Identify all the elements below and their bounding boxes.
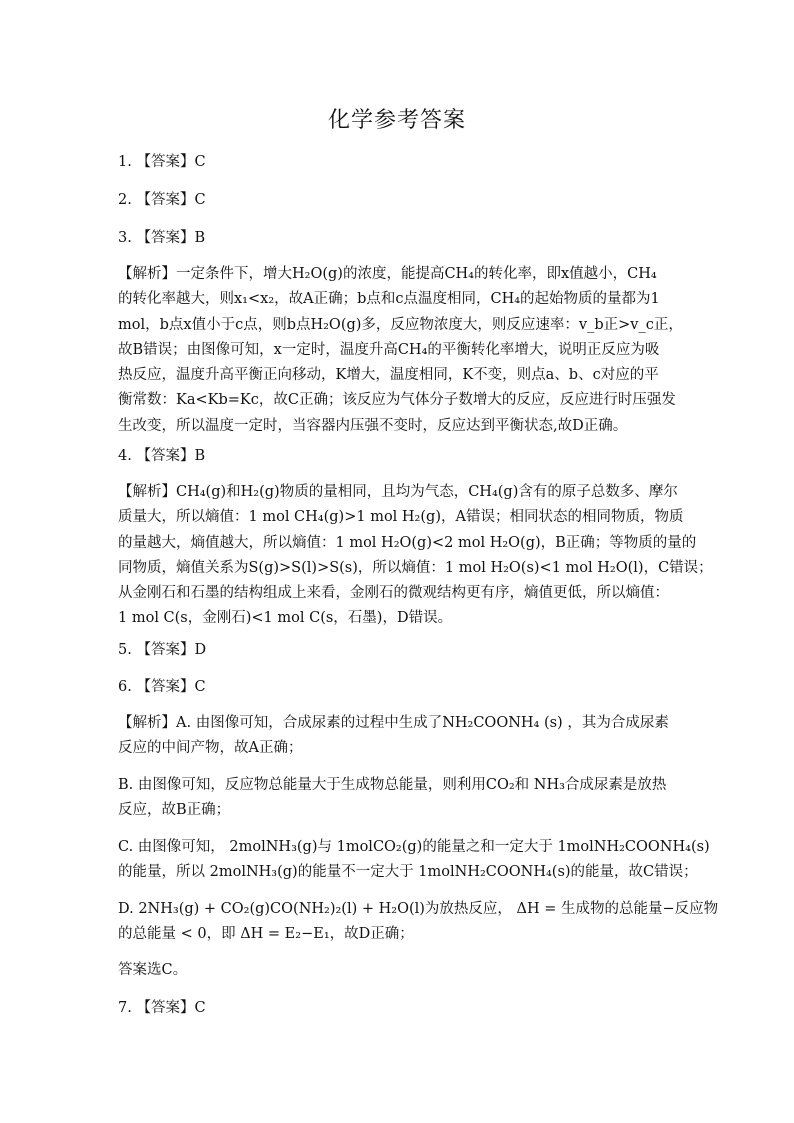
answer-line-4: 4. 【答案】B [118, 448, 206, 464]
explanation-line: 质量大，所以熵值：1 mol CH₄(g)>1 mol H₂(g)，A错误；相同状态的相同物质，物质 [118, 509, 684, 526]
answer-line-6: 6. 【答案】C [118, 679, 206, 695]
page-title: 化学参考答案 [327, 108, 466, 133]
explanation-line: 反应，故B正确； [118, 802, 231, 819]
explanation-6-c [118, 835, 710, 886]
explanation-line: 反应的中间产物，故A正确； [118, 740, 303, 757]
explanation-line: 【解析】A. 由图像可知，合成尿素的过程中生成了NH₂COONH₄ (s) ，其为合成尿素 [118, 715, 669, 731]
answer-line-7: 7. 【答案】C [118, 1000, 206, 1016]
explanation-6-a [118, 711, 678, 762]
explanation-line: D. 2NH₃(g) + CO₂(g)CO(NH₂)₂(l) + H₂O(l)为放热反应， ΔH = 生成物的总能量−反应物 [118, 901, 719, 917]
explanation-line: 生改变，所以温度一定时，当容器内压强不变时，反应达到平衡状态,故D正确。 [118, 417, 628, 434]
explanation-4 [118, 480, 713, 632]
explanation-line: 【解析】CH₄(g)和H₂(g)物质的量相同，且均为气态，CH₄(g)含有的原子总数多、摩尔 [118, 484, 678, 500]
explanation-line: 同物质，熵值关系为S(g)>S(l)>S(s)，所以熵值：1 mol H₂O(s)<1 mol H₂O(l)，C错误； [118, 559, 713, 576]
explanation-line: 衡常数：Ka<Kb=Kc，故C正确；该反应为气体分子数增大的反应，反应进行时压强发 [118, 392, 676, 409]
explanation-line: 的量越大，熵值越大，所以熵值：1 mol H₂O(g)<2 mol H₂O(g)，B正确；等物质的量的 [118, 534, 697, 551]
explanation-line: 从金刚石和石墨的结构组成上来看，金刚石的微观结构更有序，熵值更低，所以熵值： [118, 585, 669, 602]
explanation-line: C. 由图像可知， 2molNH₃(g)与 1molCO₂(g)的能量之和一定大于 1molNH₂COONH₄(s) [118, 839, 710, 855]
explanation-6-b [118, 773, 678, 824]
final-answer-line: 答案选C。 [118, 962, 188, 978]
answer-line-5: 5. 【答案】D [118, 642, 207, 658]
explanation-line: 【解析】一定条件下，增大H₂O(g)的浓度，能提高CH₄的转化率，即x值越小，CH₄ [118, 266, 657, 282]
answer-line-3: 3. 【答案】B [118, 230, 206, 246]
explanation-line: 故B错误；由图像可知，x一定时，温度升高CH₄的平衡转化率增大，说明正反应为吸 [118, 341, 660, 358]
explanation-line: B. 由图像可知，反应物总能量大于生成物总能量，则利用CO₂和 NH₃合成尿素是放热 [118, 777, 667, 793]
explanation-3 [118, 262, 683, 439]
explanation-line: 的总能量 < 0，即 ΔH = E₂−E₁，故D正确； [118, 926, 414, 943]
answer-line-2: 2. 【答案】C [118, 192, 206, 208]
answer-line-1: 1. 【答案】C [118, 154, 206, 170]
explanation-line: 的转化率越大，则x₁<x₂，故A正确；b点和c点温度相同，CH₄的起始物质的量都为1 [118, 291, 660, 308]
explanation-line: 1 mol C(s，金刚石)<1 mol C(s，石墨)，D错误。 [118, 610, 453, 627]
explanation-6-d [118, 897, 719, 948]
explanation-line: 热反应，温度升高平衡正向移动，K增大，温度相同，K不变，则点a、b、c对应的平 [118, 367, 659, 384]
explanation-line: 的能量，所以 2molNH₃(g)的能量不一定大于 1molNH₂COONH₄(s)的能量，故C错误； [118, 864, 698, 881]
explanation-line: mol，b点x值小于c点，则b点H₂O(g)多，反应物浓度大，则反应速率：v_b正>v_c正， [118, 316, 683, 333]
